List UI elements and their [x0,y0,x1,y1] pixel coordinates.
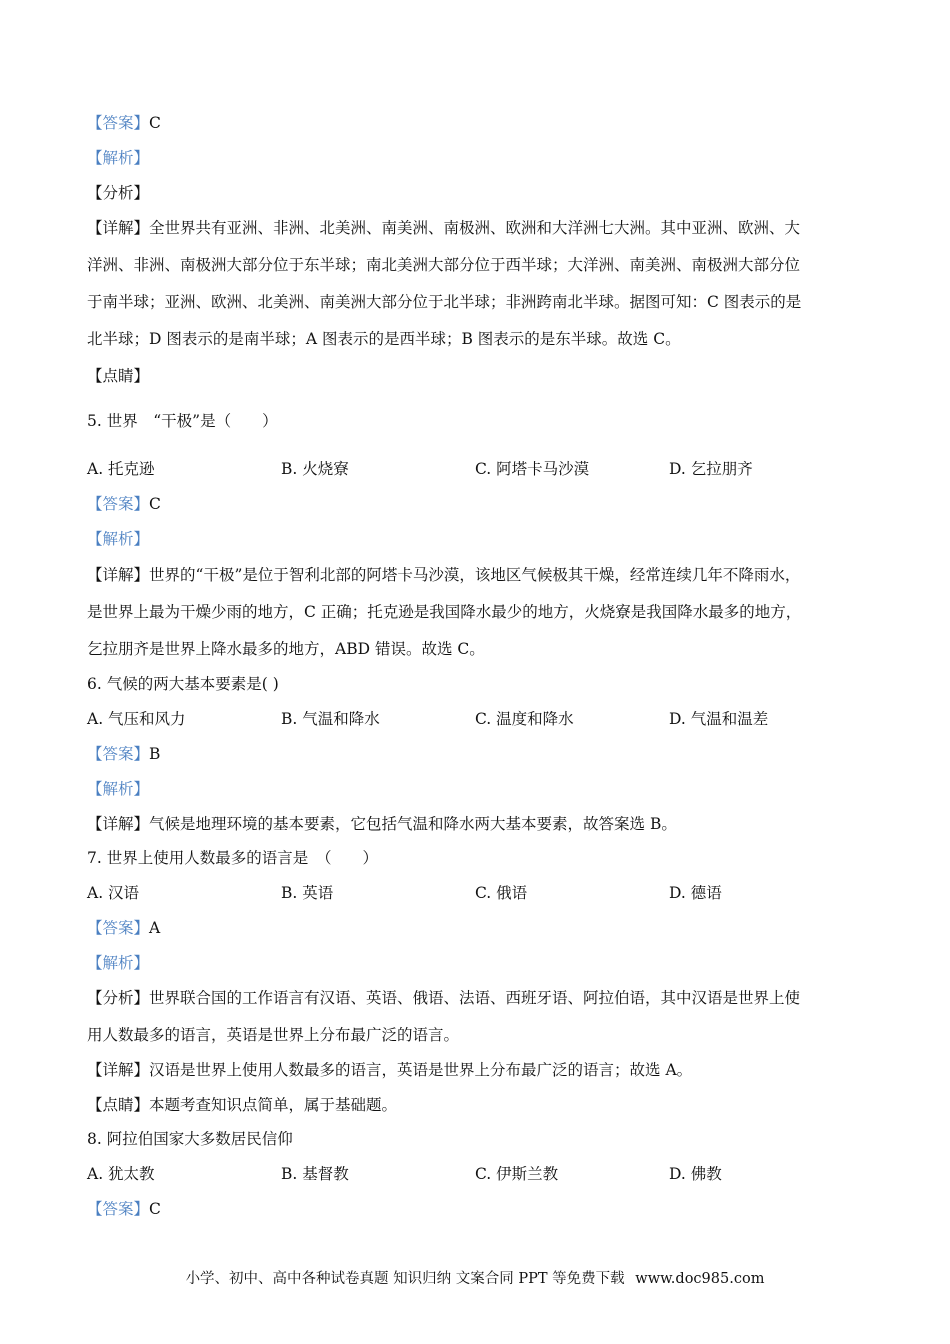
dianjing-tag: 【点睛】 [87,1096,150,1114]
option-a: A. 汉语 [87,884,140,902]
fenxi-tag: 【分析】 [87,989,150,1007]
option-b: B. 气温和降水 [281,710,380,728]
dianjing-line [87,1094,397,1116]
dianjing-text: 本题考查知识点简单，属于基础题。 [149,1096,398,1114]
detail-line: 北半球；D 图表示的是南半球；A 图表示的是西半球；B 图表示的是东半球。故选 C。 [87,330,681,348]
question-8: 8. 阿拉伯国家大多数居民信仰 [87,1130,293,1148]
detail-line: 乞拉朋齐是世界上降水最多的地方，ABD 错误。故选 C。 [87,640,485,658]
fenxi-text: 世界联合国的工作语言有汉语、英语、俄语、法语、西班牙语、阿拉伯语，其中汉语是世界上使 [149,989,801,1007]
dianjing-tag: 【点睛】 [87,367,150,385]
question-5: 5. 世界 “干极”是（ ） [87,412,278,430]
detail-text: 汉语是世界上使用人数最多的语言，英语是世界上分布最广泛的语言；故选 A。 [149,1061,693,1079]
detail-text: 世界的“干极”是位于智利北部的阿塔卡马沙漠，该地区气候极其干燥，经常连续几年不降雨水， [149,566,801,584]
answer-tag: 【答案】 [87,495,150,513]
detail-tag: 【详解】 [87,815,150,833]
option-c: C. 阿塔卡马沙漠 [475,460,590,478]
detail-line [87,1059,692,1081]
detail-line: 于南半球；亚洲、欧洲、北美洲、南美洲大部分位于北半球；非洲跨南北半球。据图可知：C 图表示的是 [87,293,802,311]
answer-value: C [149,114,161,132]
answer-value: C [149,495,161,513]
option-a: A. 托克逊 [87,460,155,478]
option-b: B. 英语 [281,884,334,902]
answer-tag: 【答案】 [87,745,150,763]
detail-tag: 【详解】 [87,219,150,237]
option-c: C. 温度和降水 [475,710,574,728]
option-b: B. 火烧寮 [281,460,349,478]
footer-text: 小学、初中、高中各种试卷真题 知识归纳 文案合同 PPT 等免费下载 [185,1271,625,1287]
question-7: 7. 世界上使用人数最多的语言是 （ ） [87,849,378,867]
detail-text: 全世界共有亚洲、非洲、北美洲、南美洲、南极洲、欧洲和大洋洲七大洲。其中亚洲、欧洲、大 [149,219,801,237]
answer-value: C [149,1200,161,1218]
answer-tag: 【答案】 [87,919,150,937]
analysis-tag: 【解析】 [87,954,150,972]
answer-value: A [149,919,161,937]
answer-line [87,743,160,765]
answer-line [87,493,161,515]
option-d: D. 气温和温差 [669,710,769,728]
option-d: D. 佛教 [669,1165,722,1183]
detail-tag: 【详解】 [87,1061,150,1079]
option-c: C. 伊斯兰教 [475,1165,559,1183]
analysis-tag: 【解析】 [87,149,150,167]
analysis-tag: 【解析】 [87,780,150,798]
option-c: C. 俄语 [475,884,528,902]
detail-line [87,217,800,239]
detail-line [87,564,800,586]
detail-line [87,813,677,835]
answer-tag: 【答案】 [87,114,150,132]
option-a: A. 犹太教 [87,1165,155,1183]
detail-tag: 【详解】 [87,566,150,584]
detail-line: 洋洲、非洲、南极洲大部分位于东半球；南北美洲大部分位于西半球；大洋洲、南美洲、南极洲大部分位 [87,256,801,274]
fenxi-line: 用人数最多的语言，英语是世界上分布最广泛的语言。 [87,1026,460,1044]
question-6: 6. 气候的两大基本要素是( ) [87,675,279,693]
answer-line [87,112,161,134]
detail-line: 是世界上最为干燥少雨的地方，C 正确；托克逊是我国降水最少的地方，火烧寮是我国降水最多的地方， [87,603,802,621]
page-footer [0,1268,950,1290]
footer-link[interactable]: www.doc985.com [635,1271,765,1287]
option-a: A. 气压和风力 [87,710,186,728]
option-b: B. 基督教 [281,1165,349,1183]
answer-line [87,1198,161,1220]
answer-tag: 【答案】 [87,1200,150,1218]
detail-text: 气候是地理环境的基本要素，它包括气温和降水两大基本要素，故答案选 B。 [149,815,677,833]
answer-value: B [149,745,161,763]
answer-line [87,917,160,939]
fenxi-line [87,987,800,1009]
option-d: D. 乞拉朋齐 [669,460,753,478]
option-d: D. 德语 [669,884,722,902]
fenxi-tag: 【分析】 [87,184,150,202]
analysis-tag: 【解析】 [87,530,150,548]
